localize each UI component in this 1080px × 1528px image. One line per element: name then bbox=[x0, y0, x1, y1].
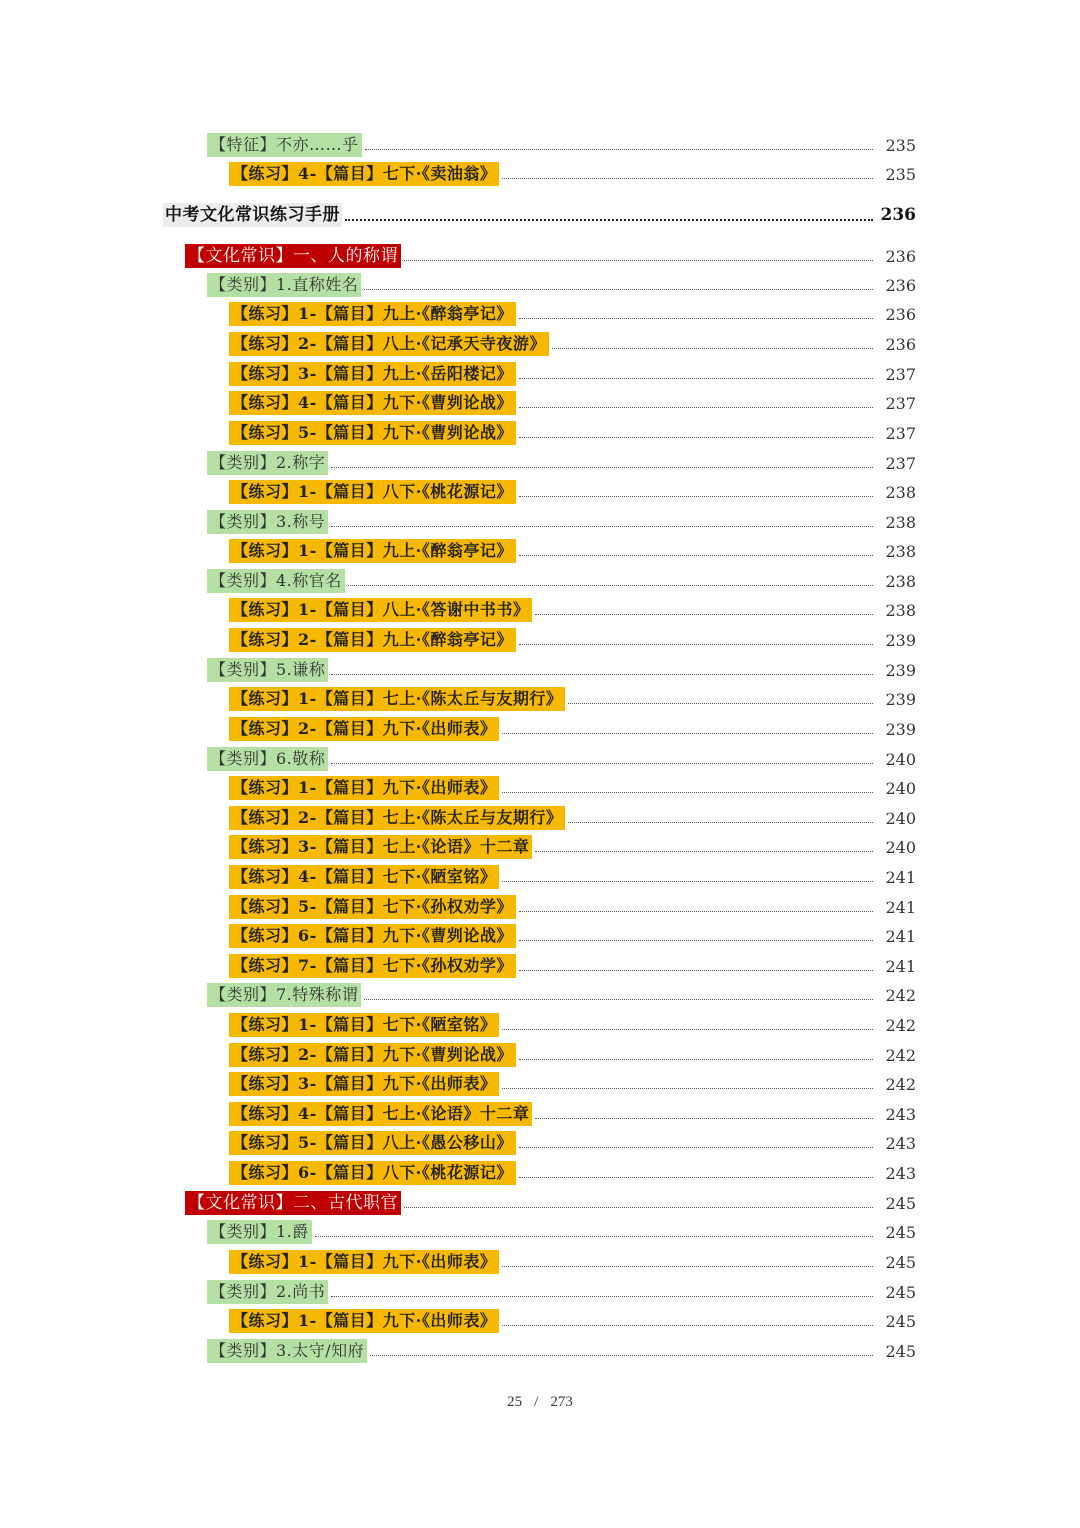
total-pages: 273 bbox=[550, 1394, 573, 1410]
dot-leader bbox=[348, 585, 873, 586]
dot-leader bbox=[331, 674, 873, 675]
dot-leader bbox=[519, 1177, 873, 1178]
toc-entry-page-number: 240 bbox=[885, 808, 916, 828]
toc-entry-label: 【练习】1-【篇目】八下·《桃花源记》 bbox=[229, 480, 516, 504]
toc-entry-exercise[interactable] bbox=[0, 1042, 1080, 1068]
toc-entry-label: 【练习】2-【篇目】八上·《记承天寺夜游》 bbox=[229, 332, 549, 356]
toc-entry-exercise[interactable] bbox=[0, 361, 1080, 387]
toc-entry-page-number: 242 bbox=[885, 985, 916, 1005]
toc-entry-exercise[interactable] bbox=[0, 1101, 1080, 1127]
toc-entry-category[interactable] bbox=[0, 1338, 1080, 1364]
toc-entry-label: 【练习】5-【篇目】七下·《孙权劝学》 bbox=[229, 895, 516, 919]
dot-leader bbox=[331, 763, 873, 764]
toc-entry-label: 【练习】7-【篇目】七下·《孙权劝学》 bbox=[229, 954, 516, 978]
toc-entry-page-number: 242 bbox=[885, 1074, 916, 1094]
dot-leader bbox=[519, 378, 873, 379]
toc-entry-page-number: 245 bbox=[885, 1222, 916, 1242]
toc-entry-section[interactable] bbox=[0, 243, 1080, 269]
dot-leader bbox=[502, 1029, 873, 1030]
toc-entry-exercise[interactable] bbox=[0, 864, 1080, 890]
dot-leader bbox=[519, 911, 873, 912]
page-footer bbox=[0, 1394, 1080, 1411]
toc-entry-page-number: 237 bbox=[885, 453, 916, 473]
toc-entry-page-number: 242 bbox=[885, 1015, 916, 1035]
toc-entry-exercise[interactable] bbox=[0, 420, 1080, 446]
toc-entry-label: 【特征】不亦……乎 bbox=[207, 133, 362, 157]
toc-entry-label: 【练习】6-【篇目】九下·《曹刿论战》 bbox=[229, 924, 516, 948]
toc-entry-page-number: 236 bbox=[885, 246, 916, 266]
dot-leader bbox=[519, 496, 873, 497]
toc-entry-exercise[interactable] bbox=[0, 923, 1080, 949]
toc-entry-feature[interactable] bbox=[0, 132, 1080, 158]
toc-entry-exercise[interactable] bbox=[0, 1071, 1080, 1097]
toc-entry-page-number: 238 bbox=[885, 541, 916, 561]
toc-entry-page-number: 241 bbox=[885, 897, 916, 917]
toc-entry-category[interactable] bbox=[0, 657, 1080, 683]
toc-entry-label: 【类别】7.特殊称谓 bbox=[207, 983, 361, 1007]
toc-entry-page-number: 237 bbox=[885, 393, 916, 413]
toc-entry-label: 中考文化常识练习手册 bbox=[165, 205, 340, 225]
toc-entry-label: 【练习】2-【篇目】九上·《醉翁亭记》 bbox=[229, 628, 516, 652]
toc-entry-category[interactable] bbox=[0, 1279, 1080, 1305]
toc-entry-page-number: 243 bbox=[885, 1104, 916, 1124]
toc-entry-page-number: 245 bbox=[885, 1311, 916, 1331]
toc-entry-label: 【类别】1.爵 bbox=[207, 1220, 312, 1244]
toc-entry-page-number: 236 bbox=[880, 205, 916, 225]
toc-entry-label: 【练习】1-【篇目】九下·《出师表》 bbox=[229, 1309, 499, 1333]
dot-leader bbox=[552, 348, 873, 349]
toc-entry-exercise[interactable] bbox=[0, 597, 1080, 623]
toc-entry-exercise[interactable] bbox=[0, 953, 1080, 979]
toc-entry-page-number: 245 bbox=[885, 1193, 916, 1213]
toc-entry-page-number: 241 bbox=[885, 926, 916, 946]
toc-entry-category[interactable] bbox=[0, 982, 1080, 1008]
toc-entry-page-number: 235 bbox=[885, 135, 916, 155]
toc-entry-page-number: 245 bbox=[885, 1341, 916, 1361]
dot-leader bbox=[535, 851, 873, 852]
toc-entry-page-number: 239 bbox=[885, 660, 916, 680]
toc-entry-exercise[interactable] bbox=[0, 1308, 1080, 1334]
toc-entry-exercise[interactable] bbox=[0, 1160, 1080, 1186]
toc-entry-category[interactable] bbox=[0, 272, 1080, 298]
toc-entry-label: 【练习】3-【篇目】七上·《论语》十二章 bbox=[229, 835, 532, 859]
toc-entry-exercise[interactable] bbox=[0, 775, 1080, 801]
dot-leader bbox=[502, 1325, 873, 1326]
dot-leader bbox=[568, 703, 873, 704]
toc-entry-page-number: 238 bbox=[885, 600, 916, 620]
toc-entry-exercise[interactable] bbox=[0, 894, 1080, 920]
toc-entry-category[interactable] bbox=[0, 568, 1080, 594]
toc-entry-label: 【练习】4-【篇目】七下·《陋室铭》 bbox=[229, 865, 499, 889]
page-separator: / bbox=[534, 1394, 539, 1410]
toc-entry-page-number: 240 bbox=[885, 837, 916, 857]
dot-leader bbox=[519, 407, 873, 408]
dot-leader bbox=[519, 970, 873, 971]
toc-entry-page-number: 239 bbox=[885, 689, 916, 709]
dot-leader bbox=[364, 289, 873, 290]
dot-leader bbox=[404, 1207, 873, 1208]
toc-entry-label: 【练习】5-【篇目】九下·《曹刿论战》 bbox=[229, 421, 516, 445]
toc-entry-page-number: 238 bbox=[885, 571, 916, 591]
toc-entry-label: 【类别】6.敬称 bbox=[207, 747, 328, 771]
dot-leader bbox=[519, 940, 873, 941]
toc-entry-label: 【练习】1-【篇目】九上·《醉翁亭记》 bbox=[229, 539, 516, 563]
dot-leader bbox=[370, 1355, 873, 1356]
toc-entry-page-number: 239 bbox=[885, 719, 916, 739]
dot-leader bbox=[519, 644, 873, 645]
toc-entry-exercise[interactable] bbox=[0, 479, 1080, 505]
toc-entry-label: 【练习】1-【篇目】七上·《陈太丘与友期行》 bbox=[229, 687, 565, 711]
toc-entry-page-number: 242 bbox=[885, 1045, 916, 1065]
toc-entry-label: 【练习】1-【篇目】九下·《出师表》 bbox=[229, 776, 499, 800]
toc-entry-page-number: 241 bbox=[885, 956, 916, 976]
toc-entry-page-number: 235 bbox=[885, 164, 916, 184]
toc-entry-page-number: 236 bbox=[885, 304, 916, 324]
toc-entry-exercise[interactable] bbox=[0, 331, 1080, 357]
toc-entry-label: 【练习】5-【篇目】八上·《愚公移山》 bbox=[229, 1131, 516, 1155]
toc-entry-exercise[interactable] bbox=[0, 686, 1080, 712]
toc-entry-page-number: 245 bbox=[885, 1252, 916, 1272]
dot-leader bbox=[365, 149, 873, 150]
toc-entry-label: 【练习】1-【篇目】八上·《答谢中书书》 bbox=[229, 598, 532, 622]
toc-entry-page-number: 236 bbox=[885, 275, 916, 295]
dot-leader bbox=[331, 1296, 873, 1297]
toc-entry-page-number: 245 bbox=[885, 1282, 916, 1302]
toc-entry-label: 【练习】1-【篇目】七下·《陋室铭》 bbox=[229, 1013, 499, 1037]
toc-entry-exercise[interactable] bbox=[0, 834, 1080, 860]
toc-entry-label: 【类别】3.太守/知府 bbox=[207, 1339, 367, 1363]
toc-entry-page-number: 237 bbox=[885, 423, 916, 443]
dot-leader bbox=[502, 178, 873, 179]
toc-entry-page-number: 238 bbox=[885, 482, 916, 502]
toc-entry-exercise[interactable] bbox=[0, 716, 1080, 742]
toc-entry-exercise[interactable] bbox=[0, 627, 1080, 653]
dot-leader bbox=[519, 437, 873, 438]
toc-entry-page-number: 239 bbox=[885, 630, 916, 650]
toc-entry-label: 【练习】2-【篇目】九下·《出师表》 bbox=[229, 717, 499, 741]
toc-entry-category[interactable] bbox=[0, 450, 1080, 476]
dot-leader bbox=[502, 1088, 873, 1089]
toc-entry-label: 【类别】3.称号 bbox=[207, 510, 328, 534]
current-page-number: 25 bbox=[507, 1394, 523, 1410]
toc-entry-exercise[interactable] bbox=[0, 161, 1080, 187]
toc-entry-page-number: 241 bbox=[885, 867, 916, 887]
dot-leader bbox=[331, 467, 873, 468]
toc-entry-label: 【类别】5.谦称 bbox=[207, 658, 328, 682]
toc-entry-label: 【文化常识】二、古代职官 bbox=[185, 1191, 401, 1215]
toc-entry-page-number: 240 bbox=[885, 778, 916, 798]
dot-leader bbox=[502, 1266, 873, 1267]
toc-entry-exercise[interactable] bbox=[0, 805, 1080, 831]
dot-leader bbox=[519, 318, 873, 319]
toc-entry-label: 【练习】4-【篇目】七上·《论语》十二章 bbox=[229, 1102, 532, 1126]
toc-entry-section[interactable] bbox=[0, 1190, 1080, 1216]
toc-entry-label: 【文化常识】一、人的称谓 bbox=[185, 244, 401, 268]
toc-entry-label: 【练习】2-【篇目】七上·《陈太丘与友期行》 bbox=[229, 806, 565, 830]
dot-leader bbox=[502, 881, 873, 882]
dot-leader bbox=[519, 1147, 873, 1148]
dot-leader bbox=[502, 733, 873, 734]
dot-leader bbox=[315, 1236, 873, 1237]
toc-entry-page-number: 243 bbox=[885, 1133, 916, 1153]
dot-leader bbox=[364, 999, 873, 1000]
dot-leader bbox=[535, 1118, 873, 1119]
toc-entry-page-number: 243 bbox=[885, 1163, 916, 1183]
toc-entry-page-number: 237 bbox=[885, 364, 916, 384]
toc-entry-label: 【类别】2.尚书 bbox=[207, 1280, 328, 1304]
toc-entry-exercise[interactable] bbox=[0, 1130, 1080, 1156]
toc-entry-exercise[interactable] bbox=[0, 301, 1080, 327]
toc-entry-label: 【类别】2.称字 bbox=[207, 451, 328, 475]
toc-entry-exercise[interactable] bbox=[0, 390, 1080, 416]
toc-entry-chapter[interactable] bbox=[0, 202, 1080, 228]
toc-entry-label: 【类别】1.直称姓名 bbox=[207, 273, 361, 297]
toc-entry-label: 【练习】6-【篇目】八下·《桃花源记》 bbox=[229, 1161, 516, 1185]
dot-leader bbox=[568, 822, 873, 823]
toc-entry-exercise[interactable] bbox=[0, 538, 1080, 564]
dot-leader bbox=[519, 1059, 873, 1060]
toc-entry-label: 【练习】3-【篇目】九下·《出师表》 bbox=[229, 1072, 499, 1096]
toc-entry-label: 【练习】3-【篇目】九上·《岳阳楼记》 bbox=[229, 362, 516, 386]
toc-entry-exercise[interactable] bbox=[0, 1012, 1080, 1038]
toc-entry-label: 【练习】2-【篇目】九下·《曹刿论战》 bbox=[229, 1043, 516, 1067]
dot-leader bbox=[404, 260, 873, 261]
dot-leader bbox=[345, 219, 873, 221]
toc-entry-page-number: 240 bbox=[885, 749, 916, 769]
dot-leader bbox=[519, 555, 873, 556]
toc-entry-label: 【练习】1-【篇目】九下·《出师表》 bbox=[229, 1250, 499, 1274]
toc-entry-page-number: 238 bbox=[885, 512, 916, 532]
toc-entry-label: 【类别】4.称官名 bbox=[207, 569, 345, 593]
dot-leader bbox=[331, 526, 873, 527]
dot-leader bbox=[502, 792, 873, 793]
toc-entry-exercise[interactable] bbox=[0, 1249, 1080, 1275]
dot-leader bbox=[535, 614, 873, 615]
toc-entry-label: 【练习】1-【篇目】九上·《醉翁亭记》 bbox=[229, 302, 516, 326]
toc-entry-category[interactable] bbox=[0, 509, 1080, 535]
toc-entry-page-number: 236 bbox=[885, 334, 916, 354]
toc-entry-category[interactable] bbox=[0, 746, 1080, 772]
toc-entry-label: 【练习】4-【篇目】九下·《曹刿论战》 bbox=[229, 391, 516, 415]
toc-entry-category[interactable] bbox=[0, 1219, 1080, 1245]
toc-entry-label: 【练习】4-【篇目】七下·《卖油翁》 bbox=[229, 162, 499, 186]
